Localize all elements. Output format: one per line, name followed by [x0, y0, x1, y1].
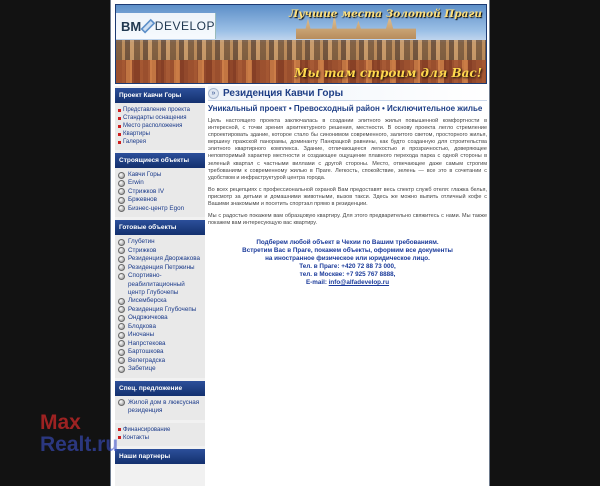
- email-link[interactable]: info@alfadevelop.ru: [328, 278, 390, 286]
- slogan-top: Лучшие места Золотой Праги: [288, 8, 482, 20]
- sidebar-object-item[interactable]: Бржевнов: [118, 196, 202, 204]
- object-bullet-icon: [118, 399, 125, 406]
- phone-moscow: тел. в Москве: +7 925 767 8888,: [299, 270, 396, 278]
- sidebar-link[interactable]: Галерея: [118, 138, 202, 146]
- sidebar-ready-list: [115, 235, 205, 377]
- sidebar-link-finance[interactable]: Финансирование: [118, 426, 202, 434]
- object-bullet-icon: [118, 205, 125, 212]
- main-content: [208, 86, 487, 486]
- object-bullet-icon: [118, 264, 125, 271]
- sidebar-special-item[interactable]: Жилой дом в люксусная резиденция: [118, 399, 202, 416]
- watermark: [40, 412, 118, 456]
- bullet-icon: [118, 141, 121, 144]
- object-bullet-icon: [118, 197, 125, 204]
- watermark-line1: Max: [40, 411, 81, 434]
- bullet-icon: [118, 133, 121, 136]
- phone-prague: Тел. в Праге: +420 72 88 73 000,: [299, 263, 396, 271]
- description-paragraph: Цель настоящего проекта заключалась в создании элитного жилья повышенной комфортности в интересной, с точки зрения архитектурного решения, местности. В основу проекта легло стремление спроектировать здание, которое стало бы синонимом современного, залитого светом, просторного жилья, вершину пражской панорамы, доминанту Панкрацкой равнины, как будто созданную для строительства элитного квартирного комплекса. Здание, отличающееся легкостью и прозрачностью, доверяющее неповторимый характер местности и создающее ощущение плавного перехода парка с одной стороны в зеленый квартал с частными виллами с другой стороны. Место, отвечающее даже самым строгим требованиям к современному жилью в Праге. Легкость, спокойствие, зелень — все это в сочетании с удобством и инфраструктурой центра города.: [208, 118, 487, 181]
- page-title: Резиденция Кавчи Горы: [223, 87, 344, 99]
- watermark-line2: Realt.ru: [40, 433, 119, 456]
- object-bullet-icon: [118, 306, 125, 313]
- sidebar-object-item[interactable]: Резиденция Петржины: [118, 264, 202, 272]
- object-bullet-icon: [118, 239, 125, 246]
- contact-line: на иностранное физическое или юридическое лицо.: [265, 255, 430, 263]
- sidebar-link[interactable]: Представление проекта: [118, 106, 202, 114]
- sidebar-object-item[interactable]: Иночаны: [118, 331, 202, 339]
- sidebar-object-item[interactable]: Лисемберска: [118, 297, 202, 305]
- sidebar-object-item[interactable]: Спортивно-реабилитационный центр Глубочепы: [118, 272, 202, 297]
- page-subtitle: Уникальный проект • Превосходный район • Исключительное жилье: [208, 104, 483, 113]
- bullet-icon: [118, 428, 121, 431]
- object-bullet-icon: [118, 357, 125, 364]
- object-bullet-icon: [118, 298, 125, 305]
- sidebar-object-item[interactable]: Резиденция Дворжакова: [118, 255, 202, 263]
- contact-line: Встретим Вас в Праге, покажем объекты, оформим все документы: [242, 247, 453, 255]
- object-bullet-icon: [118, 340, 125, 347]
- object-bullet-icon: [118, 332, 125, 339]
- object-bullet-icon: [118, 315, 125, 322]
- object-bullet-icon: [118, 349, 125, 356]
- bullet-icon: [118, 109, 121, 112]
- sidebar-link[interactable]: Квартиры: [118, 130, 202, 138]
- object-bullet-icon: [118, 247, 125, 254]
- viewing-paragraph: Мы с радостью покажем вам образцовую квартиру. Для этого предварительно свяжитесь с нами. Мы также покажем вам интересующую вас квартиру.: [208, 213, 487, 227]
- object-bullet-icon: [118, 188, 125, 195]
- sidebar-heading-partners: Наши партнеры: [115, 449, 205, 464]
- sidebar-object-item[interactable]: Бизнес-центр Egon: [118, 205, 202, 213]
- sidebar-special-list: [115, 396, 205, 420]
- sidebar-heading-building: Строящиеся объекты: [115, 153, 205, 168]
- object-bullet-icon: [118, 366, 125, 373]
- sidebar-object-item[interactable]: Ондржичкова: [118, 314, 202, 322]
- chevron-right-icon: »: [208, 88, 219, 99]
- logo-cube-icon: [141, 19, 155, 33]
- object-bullet-icon: [118, 256, 125, 263]
- title-bar: [208, 86, 487, 101]
- sidebar-building-list: [115, 168, 205, 217]
- sidebar-object-item[interactable]: Резиденция Глубочепы: [118, 306, 202, 314]
- sidebar: [115, 86, 205, 486]
- sidebar-heading-ready: Готовые объекты: [115, 220, 205, 235]
- sidebar-link-contacts[interactable]: Контакты: [118, 434, 202, 442]
- bullet-icon: [118, 117, 121, 120]
- sidebar-object-item[interactable]: Кавчи Горы: [118, 171, 202, 179]
- object-bullet-icon: [118, 172, 125, 179]
- sidebar-heading-special: Спец. предложение: [115, 381, 205, 396]
- sidebar-heading-project: Проект Кавчи Горы: [115, 88, 205, 103]
- header-banner: [115, 4, 487, 84]
- page-container: [110, 0, 490, 486]
- sidebar-info-links: [115, 423, 205, 446]
- sidebar-object-item[interactable]: Бартошкова: [118, 348, 202, 356]
- services-paragraph: Во всех рецепциях с профессиональной охраной Вам предоставят весь спектр служб отеля: глажка белья, присмотр за детьми и домашними животными, вызов такси. Здесь же можно выпить отличный кофе с Вашими знакомыми и посетить спортзал прямо в резиденции.: [208, 186, 487, 208]
- sidebar-project-links: [115, 103, 205, 150]
- sidebar-object-item[interactable]: Напрстекова: [118, 340, 202, 348]
- sidebar-object-item[interactable]: Забетице: [118, 365, 202, 373]
- sidebar-object-item[interactable]: Велеградска: [118, 357, 202, 365]
- email-line: E-mail: info@alfadevelop.ru: [305, 278, 390, 286]
- logo-develop: DEVELOP: [154, 19, 215, 33]
- object-bullet-icon: [118, 273, 125, 280]
- sidebar-link[interactable]: Стандарты оснащения: [118, 114, 202, 122]
- bullet-icon: [118, 436, 121, 439]
- object-bullet-icon: [118, 323, 125, 330]
- contact-line: Подберем любой объект в Чехии по Вашим требованиям.: [256, 239, 439, 247]
- contact-block: [208, 239, 487, 286]
- site-logo[interactable]: [116, 13, 216, 39]
- sidebar-object-item[interactable]: Блодкова: [118, 323, 202, 331]
- sidebar-object-item[interactable]: Erwin: [118, 179, 202, 187]
- object-bullet-icon: [118, 180, 125, 187]
- logo-bm: BM: [121, 18, 142, 34]
- sidebar-object-item[interactable]: Глубетин: [118, 238, 202, 246]
- sidebar-object-item[interactable]: Стрижков: [118, 247, 202, 255]
- sidebar-object-item[interactable]: Стрижков IV: [118, 188, 202, 196]
- bullet-icon: [118, 125, 121, 128]
- slogan-bottom: Мы там строим для Вас!: [294, 66, 482, 80]
- sidebar-link[interactable]: Место расположения: [118, 122, 202, 130]
